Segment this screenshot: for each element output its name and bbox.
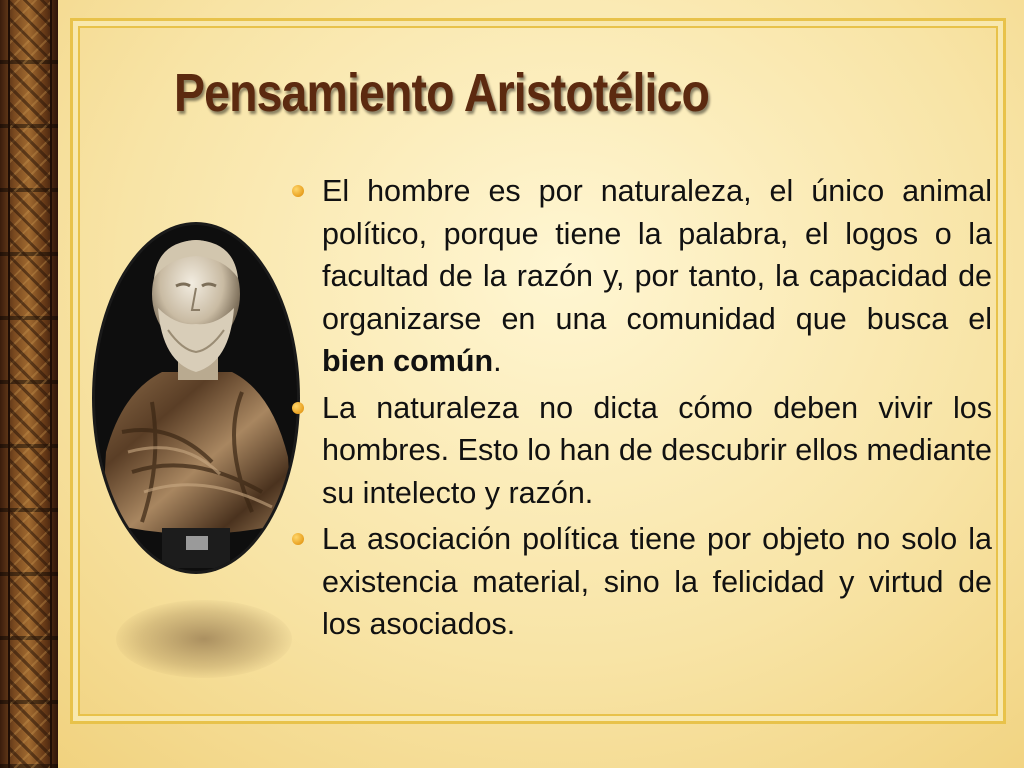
bullet-item-3 — [292, 518, 992, 646]
bullet-item-2 — [292, 387, 992, 515]
bullet-item-1 — [292, 170, 992, 383]
aristotle-bust-portrait-icon — [92, 222, 300, 574]
bullet-emphasis: bien común — [322, 344, 494, 378]
decorative-left-border — [0, 0, 58, 768]
bullet-dot-icon — [292, 402, 304, 414]
bullet-text: El hombre es por naturaleza, el único animal político, porque tiene la palabra, el logos o la facultad de la razón y, por tanto, la capacidad de organizarse en una comunidad que busca el — [322, 174, 992, 336]
decorative-pattern — [8, 0, 52, 768]
portrait-shadow — [116, 600, 292, 678]
bullet-text: La asociación política tiene por objeto no solo la existencia material, sino la felicidad y virtud de los asociados. — [322, 522, 992, 641]
bullet-list — [292, 170, 992, 650]
bullet-dot-icon — [292, 185, 304, 197]
bullet-text-end: . — [493, 344, 502, 378]
slide-title: Pensamiento Aristotélico — [174, 63, 710, 123]
bullet-text: La naturaleza no dicta cómo deben vivir los hombres. Esto lo han de descubrir ellos mediante su intelecto y razón. — [322, 390, 992, 510]
bullet-dot-icon — [292, 533, 304, 545]
